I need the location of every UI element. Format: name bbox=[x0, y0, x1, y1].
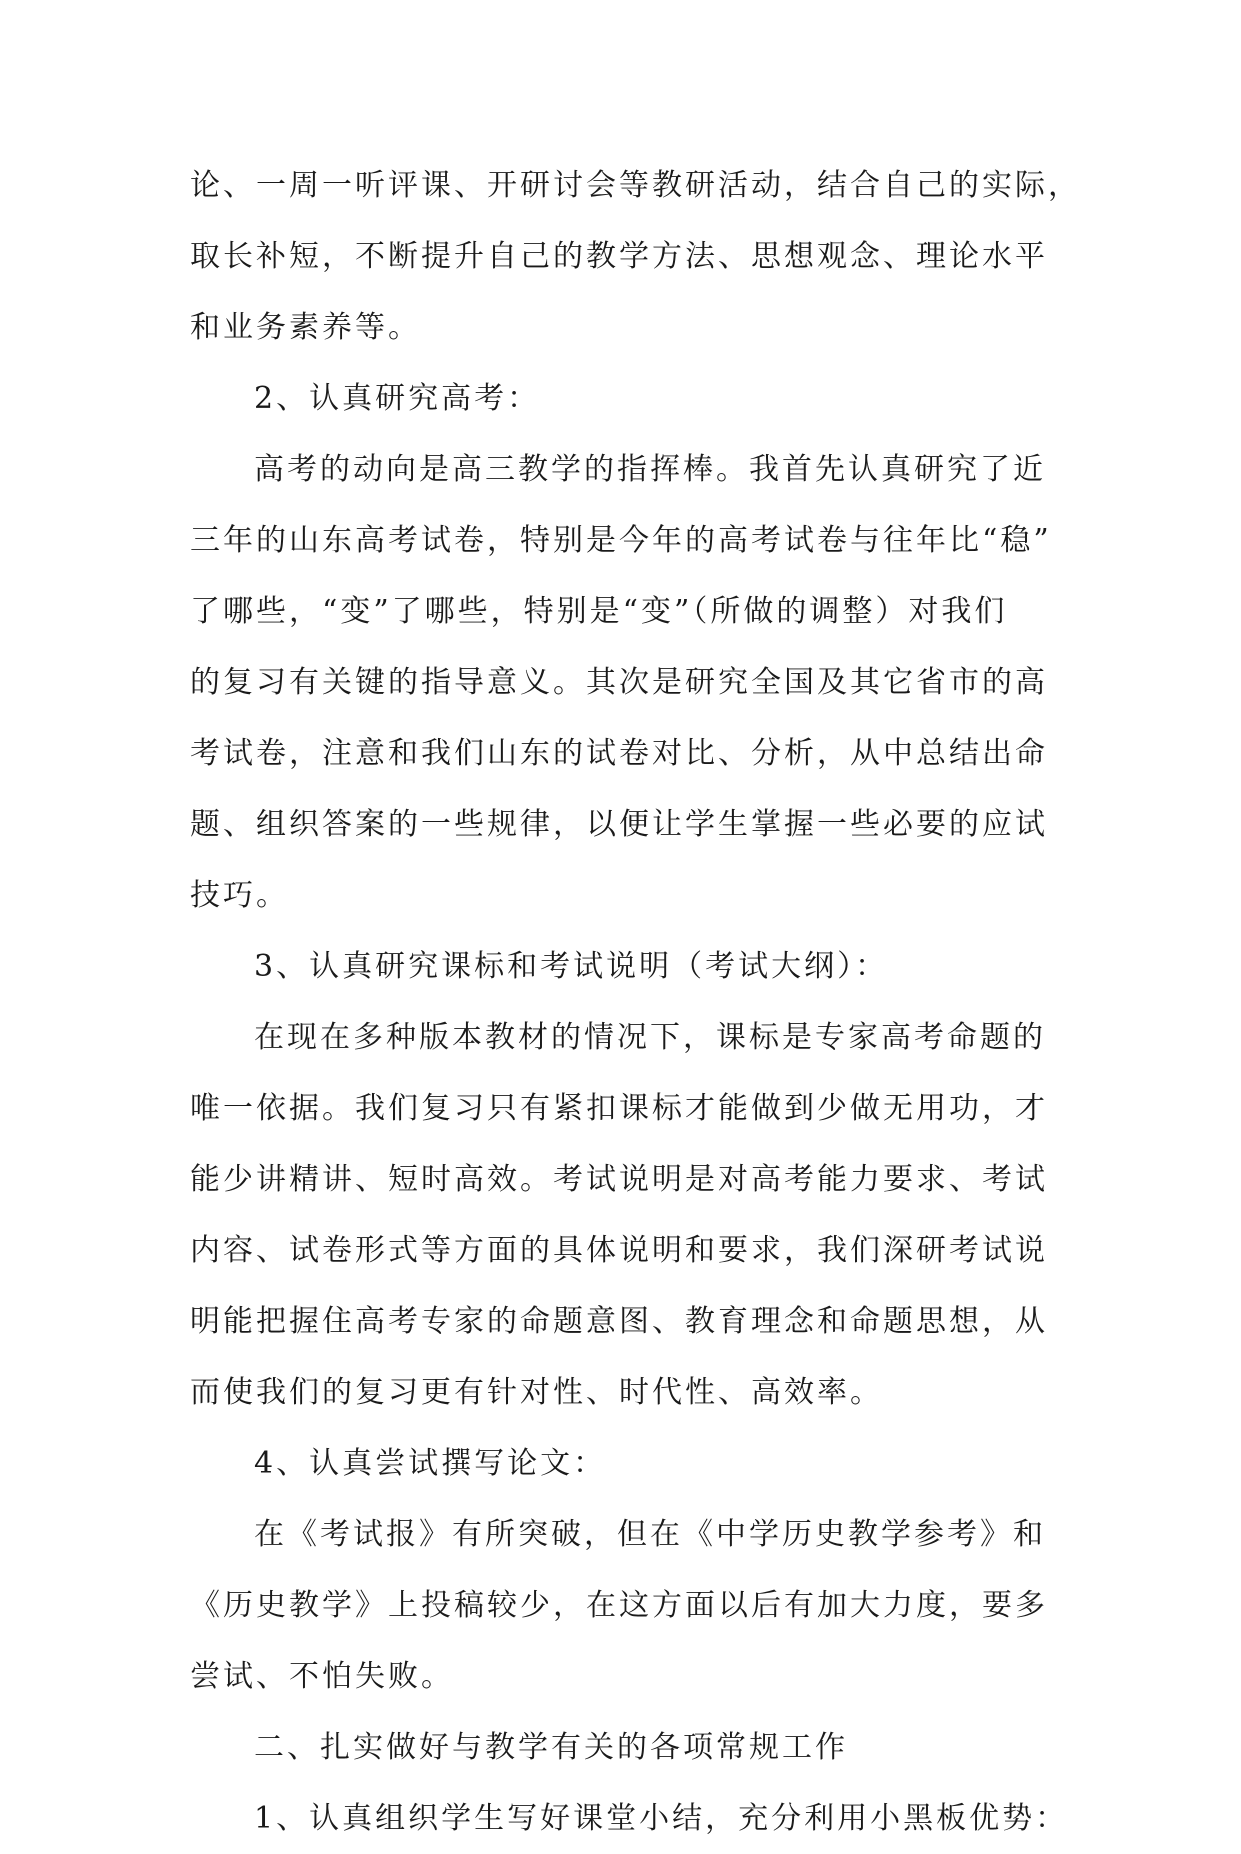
section-heading: 3、认真研究课标和考试说明（考试大纲）： bbox=[254, 949, 889, 984]
text-line: 三年的山东高考试卷，特别是今年的高考试卷与往年比“稳” bbox=[190, 523, 1052, 558]
document-body bbox=[190, 150, 1081, 1854]
paragraph-start: 在《考试报》有所突破，但在《中学历史教学参考》和 bbox=[254, 1517, 1046, 1552]
paragraph-start: 在现在多种版本教材的情况下，课标是专家高考命题的 bbox=[254, 1020, 1046, 1055]
text-line: 考试卷，注意和我们山东的试卷对比、分析，从中总结出命 bbox=[190, 736, 1048, 771]
text-line: 能少讲精讲、短时高效。考试说明是对高考能力要求、考试 bbox=[190, 1162, 1048, 1197]
text-line: 唯一依据。我们复习只有紧扣课标才能做到少做无用功，才 bbox=[190, 1091, 1048, 1126]
text-line: 取长补短，不断提升自己的教学方法、思想观念、理论水平 bbox=[190, 239, 1048, 274]
text-line: 内容、试卷形式等方面的具体说明和要求，我们深研考试说 bbox=[190, 1233, 1048, 1268]
paragraph-start: 高考的动向是高三教学的指挥棒。我首先认真研究了近 bbox=[254, 452, 1046, 487]
text-line: 了哪些，“变”了哪些，特别是“变”（所做的调整）对我们 bbox=[190, 594, 1008, 629]
text-line: 而使我们的复习更有针对性、时代性、高效率。 bbox=[190, 1375, 883, 1410]
text-line: 题、组织答案的一些规律，以便让学生掌握一些必要的应试 bbox=[190, 807, 1048, 842]
text-line: 论、一周一听评课、开研讨会等教研活动，结合自己的实际， bbox=[190, 168, 1081, 203]
text-line: 技巧。 bbox=[190, 878, 289, 913]
text-line: 明能把握住高考专家的命题意图、教育理念和命题思想，从 bbox=[190, 1304, 1048, 1339]
section-heading: 4、认真尝试撰写论文： bbox=[254, 1446, 607, 1481]
text-line: 和业务素养等。 bbox=[190, 310, 421, 345]
section-heading: 二、扎实做好与教学有关的各项常规工作 bbox=[254, 1730, 848, 1765]
text-line: 《历史教学》上投稿较少，在这方面以后有加大力度，要多 bbox=[190, 1588, 1048, 1623]
text-line: 的复习有关键的指导意义。其次是研究全国及其它省市的高 bbox=[190, 665, 1048, 700]
text-line: 尝试、不怕失败。 bbox=[190, 1659, 454, 1694]
section-heading: 2、认真研究高考： bbox=[254, 381, 541, 416]
section-heading: 1、认真组织学生写好课堂小结，充分利用小黑板优势： bbox=[254, 1801, 1069, 1836]
